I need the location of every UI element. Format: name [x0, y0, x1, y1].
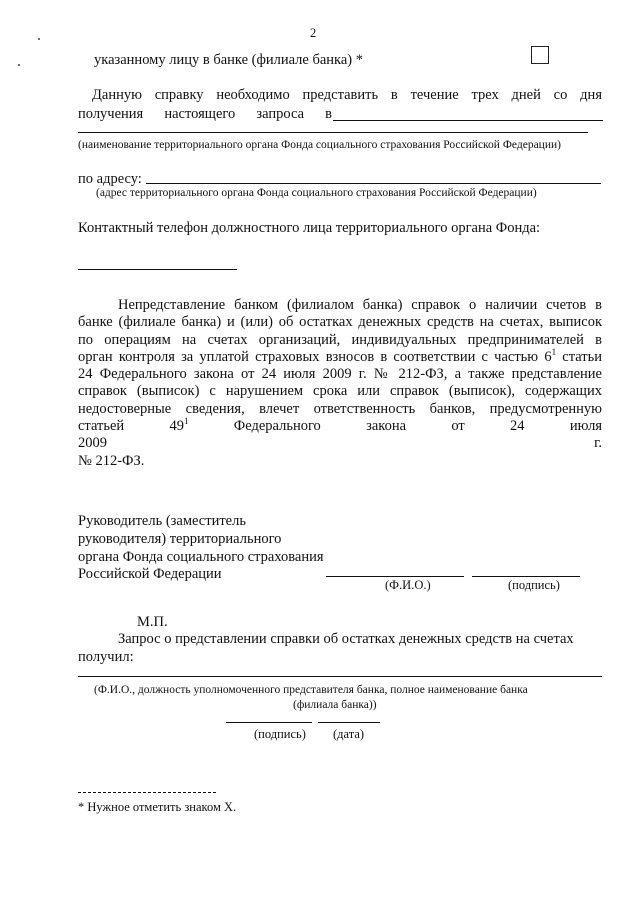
receiver-date-line[interactable]	[318, 722, 380, 723]
receiver-date-caption: (дата)	[333, 727, 365, 741]
warning-line: Непредставление банком (филиалом банка) справок о наличии счетов в	[118, 297, 602, 313]
bank-representative-caption-line1: (Ф.И.О., должность уполномоченного представителя банка, полное наименование банка	[94, 684, 528, 696]
address-field-line[interactable]	[146, 183, 601, 184]
org-name-field-line-2[interactable]	[78, 132, 588, 133]
signer-fio-line[interactable]	[326, 576, 464, 577]
warning-line: банке (филиале банка) и (или) об остатках денежных средств на счетах, выписок	[78, 314, 602, 331]
warning-line: 24 Федерального закона от 24 июля 2009 г. № 212-ФЗ, а также представление	[78, 366, 602, 383]
footnote-text: * Нужное отметить знаком Х.	[78, 800, 237, 814]
warning-line: недостоверные сведения, влечет ответственность банков, предусмотренную	[78, 400, 602, 417]
warning-line-part: Федерального закона от 24 июля 2009 г.	[78, 418, 602, 452]
received-text-line2: получил:	[78, 649, 134, 665]
footnote-separator	[78, 792, 216, 793]
signer-fio-caption: (Ф.И.О.)	[385, 578, 431, 592]
superscript: 1	[183, 416, 189, 427]
signer-signature-caption: (подпись)	[508, 578, 560, 592]
contact-phone-field-line[interactable]	[78, 269, 237, 270]
receiver-signature-line[interactable]	[226, 722, 312, 723]
signer-signature-line[interactable]	[472, 576, 580, 577]
bank-person-line: указанному лицу в банке (филиале банка) *	[94, 52, 364, 68]
org-name-field-line[interactable]	[333, 120, 603, 121]
warning-line-part: орган контроля за уплатой страховых взносов в соответствии с частью 6	[78, 348, 552, 365]
org-name-caption: (наименование территориального органа Фонда социального страхования Российской Федерации)	[78, 139, 561, 151]
warning-line: справок (выписок) с нарушением срока или справок (выписок), содержащих	[78, 383, 602, 400]
liability-warning-paragraph	[78, 297, 602, 470]
mark-checkbox[interactable]	[531, 46, 549, 64]
deadline-text-line1: Данную справку необходимо представить в течение трех дней со дня	[92, 87, 602, 103]
bank-representative-caption-line2: (филиала банка))	[293, 699, 377, 711]
bank-representative-field-line[interactable]	[78, 676, 602, 677]
page-number: 2	[310, 26, 317, 40]
warning-line: № 212-ФЗ.	[78, 452, 145, 469]
warning-line: по операциям на счетах организаций, индивидуальных предпринимателей в	[78, 331, 602, 348]
warning-line	[78, 346, 602, 366]
superscript: 1	[551, 346, 557, 357]
scan-speck	[18, 64, 20, 66]
address-label: по адресу:	[78, 171, 142, 187]
signer-role-line4: Российской Федерации	[78, 566, 222, 582]
deadline-text-line2: получения настоящего запроса в	[78, 106, 332, 122]
stamp-place-label: М.П.	[137, 614, 168, 630]
scan-speck	[38, 38, 40, 40]
received-text-line1: Запрос о представлении справки об остатках денежных средств на счетах	[118, 631, 574, 647]
warning-line-part: статьей 49	[78, 418, 184, 435]
warning-line-part: статьи	[556, 348, 602, 365]
address-caption: (адрес территориального органа Фонда социального страхования Российской Федерации)	[96, 187, 537, 199]
warning-line	[78, 418, 602, 453]
contact-phone-label: Контактный телефон должностного лица территориального органа Фонда:	[78, 220, 541, 236]
receiver-signature-caption: (подпись)	[254, 727, 306, 741]
signer-role-line1: Руководитель (заместитель	[78, 513, 246, 529]
signer-role-line3: органа Фонда социального страхования	[78, 549, 324, 565]
signer-role-line2: руководителя) территориального	[78, 531, 282, 547]
